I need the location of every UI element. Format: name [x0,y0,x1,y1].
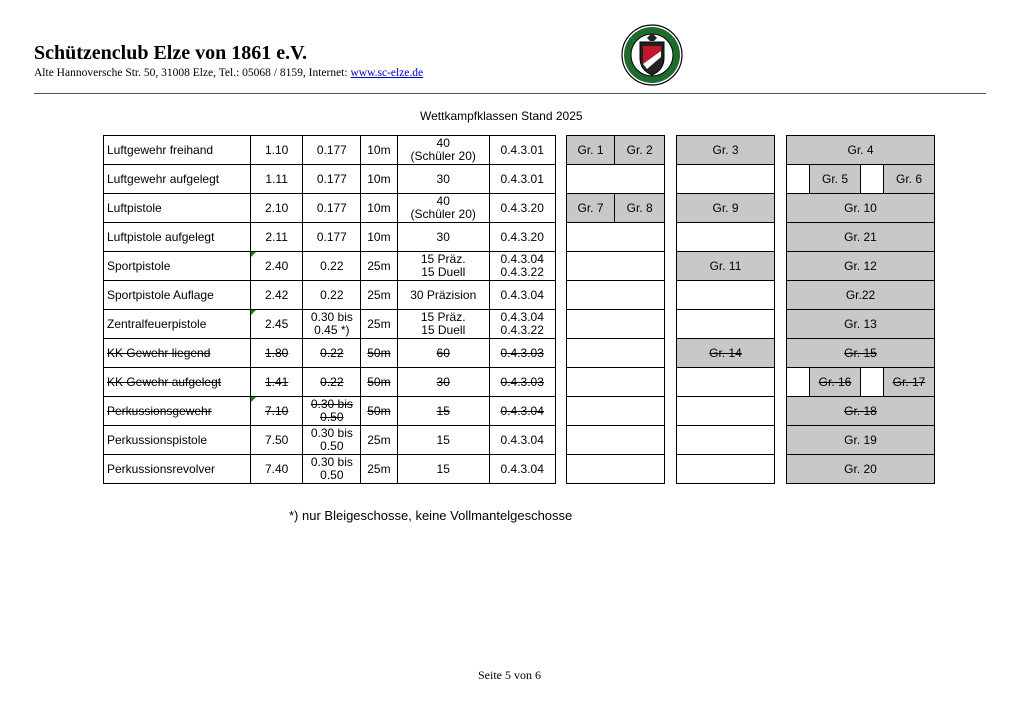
group-cell [884,165,935,194]
group-cell-empty [677,455,775,484]
discipline-code [250,252,303,281]
group-label: Gr. 10 [844,200,877,215]
discipline-name [104,397,251,426]
club-address [34,67,423,79]
table-row [104,426,665,455]
comment-marker-icon [251,252,256,257]
table-row [677,136,775,165]
shot-count [397,194,489,223]
table-row [787,252,935,281]
distance [361,281,397,310]
discipline-code-text: 2.11 [265,229,288,244]
rule-number [489,281,555,310]
discipline-name-text: Sportpistole [107,258,171,273]
footnote: *) nur Bleigeschosse, keine Vollmantelgeschosse [289,508,573,523]
rule-number-text: 0.4.3.01 [500,142,544,157]
distance [361,165,397,194]
caliber [303,165,361,194]
table-row [677,368,775,397]
discipline-name [104,136,251,165]
caliber [303,339,361,368]
discipline-name [104,339,251,368]
discipline-code [250,165,303,194]
rule-number-text: 0.4.3.20 [500,200,544,215]
group-cell [787,397,935,426]
rule-number [489,310,555,339]
discipline-code-text: 7.50 [264,432,289,447]
table-row [677,455,775,484]
discipline-name-text: Luftgewehr freihand [107,142,214,157]
group-label: Gr. 9 [712,200,739,215]
rule-number-text: 0.4.3.04 [500,310,544,324]
rule-number [489,165,555,194]
column-spacer [555,136,566,165]
discipline-name [104,426,251,455]
group-label: Gr. 3 [712,142,739,157]
distance-text: 10m [367,200,391,215]
discipline-code-text: 7.10 [264,403,289,418]
discipline-name [104,223,251,252]
group-cell-empty [566,223,664,252]
caliber [303,426,361,455]
group-label: Gr. 16 [818,374,852,389]
distance-text: 25m [367,258,391,273]
discipline-code-text: 7.40 [264,461,289,476]
rule-number-text: 0.4.3.03 [500,374,544,389]
discipline-name-text: Luftpistole aufgelegt [107,229,215,244]
group-label: Gr.22 [845,287,876,302]
rule-number-text: 0.4.3.20 [500,229,544,244]
caliber-text: 0.50 [320,468,344,482]
distance-text: 10m [367,142,391,157]
group-cell [615,194,665,223]
group-label: Gr. 4 [847,142,874,157]
group-cell [884,368,935,397]
group-label: Gr. 1 [577,142,604,157]
discipline-code [250,310,303,339]
group-label: Gr. 5 [821,171,848,186]
discipline-code-text: 2.45 [264,316,289,331]
shot-count-text: 30 Präzision [410,287,477,302]
table-row [787,194,935,223]
discipline-name-text: Zentralfeuerpistole [107,316,207,331]
group-cell [566,136,615,165]
table-row [787,223,935,252]
rule-number [489,136,555,165]
group-cell [787,310,935,339]
discipline-name [104,194,251,223]
caliber-text: 0.22 [320,287,344,302]
column-spacer [555,368,566,397]
group-cell-empty [787,368,810,397]
shot-count [397,165,489,194]
caliber-text: 0.30 bis [310,310,353,324]
table-row [104,252,665,281]
group-cell-empty [677,397,775,426]
discipline-code-text: 1.80 [264,345,289,360]
table-row [677,281,775,310]
distance-text: 50m [367,403,391,418]
discipline-name-text: Perkussionsrevolver [107,461,216,476]
club-logo [616,24,688,86]
caliber [303,223,361,252]
table-row [787,455,935,484]
distance-text: 10m [367,229,391,244]
group-cell [787,194,935,223]
caliber-text: 0.45 *) [314,323,350,337]
discipline-code [250,136,303,165]
rule-number [489,194,555,223]
rule-number-text: 0.4.3.01 [500,171,544,186]
rule-number-text: 0.4.3.04 [500,403,544,418]
discipline-name [104,310,251,339]
distance [361,310,397,339]
discipline-code [250,194,303,223]
discipline-code-text: 2.40 [264,258,289,273]
table-row [787,281,935,310]
discipline-name [104,252,251,281]
rule-number-text: 0.4.3.04 [500,287,544,302]
discipline-code-text: 1.41 [264,374,289,389]
discipline-name-text: Perkussionsgewehr [107,403,212,418]
group-cell-empty [677,223,775,252]
table-row [104,165,665,194]
address-text: Alte Hannoversche Str. 50, 31008 Elze, Tel.: 05068 / 8159, Internet: [34,67,351,79]
discipline-name-text: KK Gewehr aufgelegt [107,374,222,389]
rule-number [489,397,555,426]
distance [361,252,397,281]
table-row [787,368,935,397]
group-cell [787,281,935,310]
distance-text: 50m [367,345,391,360]
group-cell [787,455,935,484]
group-label: Gr. 14 [709,345,742,360]
discipline-name [104,368,251,397]
caliber-text: 0.177 [316,200,347,215]
caliber [303,455,361,484]
group-cell-empty [566,339,664,368]
table-row [104,281,665,310]
caliber-text: 0.177 [316,229,347,244]
club-name: Schützenclub Elze von 1861 e.V. [34,42,307,64]
column-spacer [555,281,566,310]
group-label: Gr. 8 [626,200,653,215]
discipline-code-text: 2.10 [264,200,289,215]
group-cell-empty [861,165,884,194]
column-spacer [555,339,566,368]
distance-text: 25m [367,287,391,302]
table-row [104,368,665,397]
group-cell-empty [677,310,775,339]
table-row [677,223,775,252]
distance [361,194,397,223]
caliber-text: 0.50 [320,410,344,424]
discipline-name-text: Perkussionspistole [107,432,208,447]
discipline-name-text: Sportpistole Auflage [107,287,214,302]
group-label: Gr. 7 [577,200,604,215]
rule-number-text: 0.4.3.04 [500,432,544,447]
competition-class-table [103,135,665,484]
rule-number-text: 0.4.3.22 [500,265,544,279]
caliber-text: 0.22 [320,374,344,389]
table-row [787,165,935,194]
group-cell [787,223,935,252]
caliber-text: 0.30 bis [310,455,353,469]
group-label: Gr. 11 [709,258,742,273]
caliber [303,397,361,426]
group-cell [615,136,665,165]
caliber [303,194,361,223]
group-label: Gr. 6 [896,171,923,186]
discipline-name [104,165,251,194]
caliber-text: 0.22 [320,258,344,273]
discipline-code [250,281,303,310]
shot-count-text: 15 [436,461,450,476]
caliber [303,252,361,281]
group-cell [787,136,935,165]
rule-number [489,223,555,252]
shot-count [397,136,489,165]
discipline-code-text: 2.42 [264,287,289,302]
column-spacer [555,165,566,194]
caliber-text: 0.177 [316,142,347,157]
group-cell-empty [861,368,884,397]
column-spacer [555,194,566,223]
group-cell [787,339,935,368]
distance-text: 25m [367,432,391,447]
table-row [787,426,935,455]
table-row [677,165,775,194]
group-label: Gr. 17 [892,374,926,389]
shot-count [397,455,489,484]
shot-count [397,397,489,426]
discipline-code-text: 1.10 [264,142,289,157]
table-row [104,223,665,252]
discipline-code [250,426,303,455]
table-row [104,136,665,165]
distance-text: 25m [367,316,391,331]
table-row [104,397,665,426]
group-cell-empty [566,397,664,426]
table-row [787,136,935,165]
shot-count [397,252,489,281]
caliber [303,281,361,310]
shot-count-text: 30 [436,171,450,186]
discipline-name-text: Luftpistole [107,200,162,215]
table-row [104,339,665,368]
shot-count-text: 15 Präz. [420,252,466,266]
group-cell [810,165,861,194]
table-row [677,426,775,455]
caliber-text: 0.30 bis [310,426,353,440]
rule-number-text: 0.4.3.04 [500,461,544,476]
discipline-name-text: KK Gewehr liegend [107,345,211,360]
group-cell [810,368,861,397]
group-cell-empty [566,252,664,281]
shot-count-text: 30 [436,374,450,389]
table-row [677,310,775,339]
document-title: Wettkampfklassen Stand 2025 [420,109,583,123]
group-cell-empty [566,281,664,310]
group-cell [677,136,775,165]
caliber-text: 0.30 bis [310,397,353,411]
column-spacer [555,252,566,281]
group-cell-empty [677,426,775,455]
group-label: Gr. 2 [626,142,653,157]
rule-number [489,455,555,484]
distance-text: 10m [367,171,391,186]
group-cell [566,194,615,223]
group-cell-empty [566,368,664,397]
group-cell-empty [566,165,664,194]
shot-count [397,223,489,252]
shot-count-text: 15 [436,403,450,418]
distance [361,223,397,252]
discipline-code [250,368,303,397]
column-spacer [555,223,566,252]
distance-text: 25m [367,461,391,476]
comment-marker-icon [251,397,256,402]
distance [361,426,397,455]
shot-count-text: 15 Duell [421,265,466,279]
discipline-code [250,455,303,484]
table-row [787,310,935,339]
caliber [303,310,361,339]
rule-number [489,368,555,397]
discipline-name [104,281,251,310]
group-cell-empty [787,165,810,194]
shot-count [397,281,489,310]
caliber [303,368,361,397]
shot-count [397,310,489,339]
shot-count-text: (Schüler 20) [410,149,476,163]
discipline-name [104,455,251,484]
table-row [677,252,775,281]
column-spacer [555,455,566,484]
group-cell-empty [677,165,775,194]
shot-count-text: (Schüler 20) [410,207,476,221]
group-cell [787,426,935,455]
group-cell-empty [677,368,775,397]
table-row [787,339,935,368]
discipline-code [250,397,303,426]
table-row [104,310,665,339]
group-column-middle [676,135,775,484]
page-number: Seite 5 von 6 [478,668,541,682]
shot-count-text: 15 Präz. [420,310,466,324]
distance-text: 50m [367,374,391,389]
group-label: Gr. 21 [844,229,877,244]
rule-number-text: 0.4.3.22 [500,323,544,337]
group-cell-empty [677,281,775,310]
group-cell-empty [566,455,664,484]
caliber [303,136,361,165]
shot-count [397,368,489,397]
distance [361,397,397,426]
rule-number-text: 0.4.3.03 [500,345,544,360]
shot-count-text: 40 [436,194,450,208]
table-row [787,397,935,426]
discipline-code [250,223,303,252]
distance [361,368,397,397]
shot-count-text: 15 Duell [421,323,466,337]
table-row [677,397,775,426]
discipline-code [250,339,303,368]
group-cell [677,252,775,281]
rule-number-text: 0.4.3.04 [500,252,544,266]
group-column-right [786,135,935,484]
table-row [104,455,665,484]
column-spacer [555,310,566,339]
rule-number [489,426,555,455]
table-row [677,194,775,223]
group-label: Gr. 12 [844,258,877,273]
group-label: Gr. 20 [844,461,877,476]
distance [361,136,397,165]
column-spacer [555,397,566,426]
shot-count-text: 40 [436,136,450,150]
group-cell-empty [566,310,664,339]
discipline-name-text: Luftgewehr aufgelegt [107,171,220,186]
table-row [104,194,665,223]
group-cell-empty [566,426,664,455]
discipline-code-text: 1.11 [265,171,288,186]
rule-number [489,252,555,281]
group-cell [677,194,775,223]
shot-count-text: 15 [436,432,450,447]
shot-count [397,339,489,368]
group-label: Gr. 15 [844,345,877,360]
group-label: Gr. 18 [844,403,877,418]
group-label: Gr. 19 [844,432,877,447]
caliber-text: 0.177 [316,171,347,186]
comment-marker-icon [251,310,256,315]
rule-number [489,339,555,368]
shot-count [397,426,489,455]
shot-count-text: 30 [436,229,450,244]
caliber-text: 0.22 [320,345,344,360]
website-link[interactable]: www.sc-elze.de [350,67,424,79]
column-spacer [555,426,566,455]
header-divider [34,93,986,94]
group-cell [787,252,935,281]
caliber-text: 0.50 [320,439,344,453]
shot-count-text: 60 [436,345,450,360]
group-cell [677,339,775,368]
group-label: Gr. 13 [844,316,877,331]
distance [361,455,397,484]
distance [361,339,397,368]
table-row [677,339,775,368]
